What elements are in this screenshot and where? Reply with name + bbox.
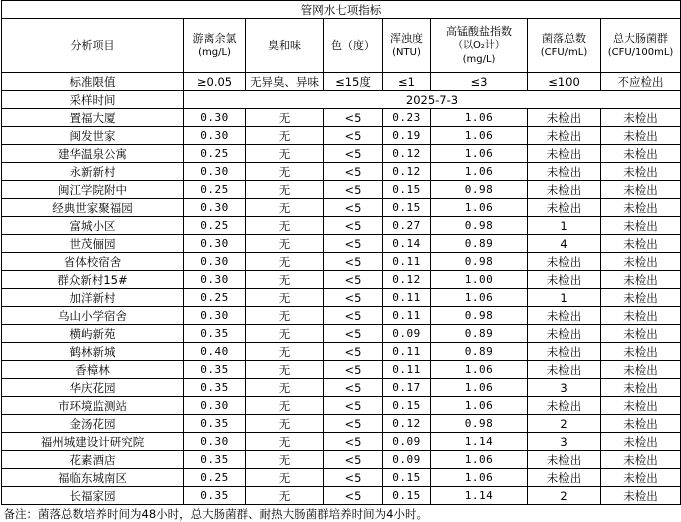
odor-cell: 无 <box>246 235 324 253</box>
chlorine-cell: 0.30 <box>184 235 246 253</box>
coliform-cell: 未检出 <box>601 487 681 505</box>
table-row <box>2 109 681 127</box>
site-name-cell: 乌山小学宿舍 <box>2 307 184 325</box>
site-name-cell: 福临东城南区 <box>2 469 184 487</box>
odor-cell: 无 <box>246 199 324 217</box>
color-cell: <5 <box>324 145 383 163</box>
permanganate-cell: 1.06 <box>431 109 528 127</box>
header-turbidity-line1: 浑浊度 <box>385 32 428 46</box>
turbidity-cell: 0.09 <box>383 433 431 451</box>
coliform-cell: 未检出 <box>601 163 681 181</box>
bacteria-cell: 未检出 <box>528 397 601 415</box>
turbidity-cell: 0.11 <box>383 253 431 271</box>
odor-cell: 无 <box>246 325 324 343</box>
coliform-cell: 未检出 <box>601 127 681 145</box>
permanganate-cell: 1.06 <box>431 199 528 217</box>
bacteria-cell: 2 <box>528 415 601 433</box>
header-chlorine <box>184 19 246 73</box>
bacteria-cell: 未检出 <box>528 109 601 127</box>
bacteria-cell: 3 <box>528 379 601 397</box>
odor-cell: 无 <box>246 415 324 433</box>
bacteria-cell: 未检出 <box>528 163 601 181</box>
table-row <box>2 271 681 289</box>
header-row <box>2 19 681 73</box>
permanganate-cell: 0.98 <box>431 415 528 433</box>
table-row <box>2 145 681 163</box>
coliform-cell: 未检出 <box>601 253 681 271</box>
sampling-label: 采样时间 <box>2 91 184 109</box>
header-coliform-line1: 总大肠菌群 <box>603 32 678 46</box>
turbidity-cell: 0.15 <box>383 199 431 217</box>
permanganate-cell: 1.00 <box>431 271 528 289</box>
turbidity-cell: 0.09 <box>383 451 431 469</box>
table-row <box>2 235 681 253</box>
water-quality-table <box>1 0 681 522</box>
table-row <box>2 397 681 415</box>
header-turbidity <box>383 19 431 73</box>
coliform-cell: 未检出 <box>601 433 681 451</box>
coliform-cell: 未检出 <box>601 397 681 415</box>
bacteria-cell: 1 <box>528 217 601 235</box>
turbidity-cell: 0.09 <box>383 325 431 343</box>
permanganate-cell: 1.14 <box>431 487 528 505</box>
color-cell: <5 <box>324 289 383 307</box>
site-name-cell: 省体校宿舍 <box>2 253 184 271</box>
table-row <box>2 181 681 199</box>
header-bacteria-line1: 菌落总数 <box>530 32 598 46</box>
table-row <box>2 433 681 451</box>
bacteria-cell: 未检出 <box>528 361 601 379</box>
bacteria-cell: 未检出 <box>528 181 601 199</box>
chlorine-cell: 0.30 <box>184 109 246 127</box>
table-row <box>2 469 681 487</box>
odor-cell: 无 <box>246 145 324 163</box>
chlorine-cell: 0.25 <box>184 181 246 199</box>
table-row <box>2 307 681 325</box>
chlorine-cell: 0.35 <box>184 361 246 379</box>
coliform-cell: 未检出 <box>601 181 681 199</box>
color-cell: <5 <box>324 253 383 271</box>
bacteria-cell: 未检出 <box>528 343 601 361</box>
note-row <box>2 505 681 522</box>
bacteria-cell: 1 <box>528 289 601 307</box>
permanganate-cell: 0.98 <box>431 217 528 235</box>
color-cell: <5 <box>324 415 383 433</box>
table-row <box>2 343 681 361</box>
turbidity-cell: 0.12 <box>383 271 431 289</box>
bacteria-cell: 未检出 <box>528 325 601 343</box>
permanganate-cell: 0.89 <box>431 325 528 343</box>
table-row <box>2 127 681 145</box>
chlorine-cell: 0.30 <box>184 397 246 415</box>
site-name-cell: 世茂俪园 <box>2 235 184 253</box>
coliform-cell: 未检出 <box>601 289 681 307</box>
coliform-cell: 未检出 <box>601 325 681 343</box>
turbidity-cell: 0.12 <box>383 415 431 433</box>
color-cell: <5 <box>324 469 383 487</box>
table-title: 管网水七项指标 <box>2 1 681 19</box>
permanganate-cell: 0.98 <box>431 307 528 325</box>
site-name-cell: 金汤花园 <box>2 415 184 433</box>
color-cell: <5 <box>324 433 383 451</box>
header-bacteria <box>528 19 601 73</box>
site-name-cell: 横屿新苑 <box>2 325 184 343</box>
limit-color: ≤15度 <box>324 73 383 91</box>
table-row <box>2 415 681 433</box>
site-name-cell: 鹤林新城 <box>2 343 184 361</box>
permanganate-cell: 0.98 <box>431 253 528 271</box>
odor-cell: 无 <box>246 397 324 415</box>
chlorine-cell: 0.35 <box>184 451 246 469</box>
turbidity-cell: 0.15 <box>383 469 431 487</box>
header-color: 色（度） <box>324 19 383 73</box>
chlorine-cell: 0.25 <box>184 469 246 487</box>
color-cell: <5 <box>324 235 383 253</box>
table-row <box>2 289 681 307</box>
site-name-cell: 建华温泉公寓 <box>2 145 184 163</box>
site-name-cell: 香樟林 <box>2 361 184 379</box>
turbidity-cell: 0.11 <box>383 289 431 307</box>
header-coliform-line2: (CFU/100mL) <box>603 46 678 60</box>
site-name-cell: 置福大厦 <box>2 109 184 127</box>
site-name-cell: 华庆花园 <box>2 379 184 397</box>
coliform-cell: 未检出 <box>601 235 681 253</box>
sampling-date: 2025-7-3 <box>184 91 681 109</box>
permanganate-cell: 1.06 <box>431 451 528 469</box>
bacteria-cell: 未检出 <box>528 199 601 217</box>
turbidity-cell: 0.27 <box>383 217 431 235</box>
turbidity-cell: 0.15 <box>383 181 431 199</box>
odor-cell: 无 <box>246 343 324 361</box>
turbidity-cell: 0.12 <box>383 163 431 181</box>
odor-cell: 无 <box>246 307 324 325</box>
permanganate-cell: 0.89 <box>431 343 528 361</box>
turbidity-cell: 0.12 <box>383 145 431 163</box>
color-cell: <5 <box>324 487 383 505</box>
table-row <box>2 217 681 235</box>
header-turbidity-line2: (NTU) <box>385 46 428 60</box>
odor-cell: 无 <box>246 127 324 145</box>
site-name-cell: 花素酒店 <box>2 451 184 469</box>
chlorine-cell: 0.25 <box>184 217 246 235</box>
header-chlorine-line2: (mg/L) <box>186 46 243 60</box>
header-permanganate <box>431 19 528 73</box>
turbidity-cell: 0.11 <box>383 361 431 379</box>
turbidity-cell: 0.15 <box>383 487 431 505</box>
odor-cell: 无 <box>246 217 324 235</box>
color-cell: <5 <box>324 361 383 379</box>
turbidity-cell: 0.15 <box>383 397 431 415</box>
chlorine-cell: 0.35 <box>184 487 246 505</box>
turbidity-cell: 0.14 <box>383 235 431 253</box>
color-cell: <5 <box>324 217 383 235</box>
header-coliform <box>601 19 681 73</box>
coliform-cell: 未检出 <box>601 145 681 163</box>
odor-cell: 无 <box>246 487 324 505</box>
site-name-cell: 市环境监测站 <box>2 397 184 415</box>
bacteria-cell: 未检出 <box>528 271 601 289</box>
coliform-cell: 未检出 <box>601 361 681 379</box>
color-cell: <5 <box>324 109 383 127</box>
coliform-cell: 未检出 <box>601 379 681 397</box>
odor-cell: 无 <box>246 289 324 307</box>
chlorine-cell: 0.35 <box>184 325 246 343</box>
header-bacteria-line2: (CFU/mL) <box>530 46 598 60</box>
bacteria-cell: 未检出 <box>528 307 601 325</box>
color-cell: <5 <box>324 451 383 469</box>
limit-permanganate: ≤3 <box>431 73 528 91</box>
bacteria-cell: 未检出 <box>528 469 601 487</box>
permanganate-cell: 0.89 <box>431 235 528 253</box>
coliform-cell: 未检出 <box>601 271 681 289</box>
bacteria-cell: 3 <box>528 433 601 451</box>
limits-label: 标准限值 <box>2 73 184 91</box>
coliform-cell: 未检出 <box>601 199 681 217</box>
table-note: 备注：菌落总数培养时间为48小时，总大肠菌群、耐热大肠菌群培养时间为4小时。 <box>2 505 681 522</box>
table-row <box>2 253 681 271</box>
odor-cell: 无 <box>246 379 324 397</box>
chlorine-cell: 0.35 <box>184 379 246 397</box>
header-permanganate-line2: （以O₂计） <box>433 39 525 53</box>
coliform-cell: 未检出 <box>601 451 681 469</box>
limit-coliform: 不应检出 <box>601 73 681 91</box>
color-cell: <5 <box>324 307 383 325</box>
chlorine-cell: 0.30 <box>184 199 246 217</box>
site-name-cell: 永新新村 <box>2 163 184 181</box>
limit-chlorine: ≥0.05 <box>184 73 246 91</box>
turbidity-cell: 0.11 <box>383 307 431 325</box>
permanganate-cell: 1.06 <box>431 289 528 307</box>
table-row <box>2 199 681 217</box>
color-cell: <5 <box>324 127 383 145</box>
permanganate-cell: 1.06 <box>431 145 528 163</box>
table-row <box>2 163 681 181</box>
permanganate-cell: 1.06 <box>431 397 528 415</box>
turbidity-cell: 0.11 <box>383 343 431 361</box>
color-cell: <5 <box>324 271 383 289</box>
color-cell: <5 <box>324 325 383 343</box>
chlorine-cell: 0.30 <box>184 307 246 325</box>
permanganate-cell: 1.06 <box>431 127 528 145</box>
header-permanganate-line3: (mg/L) <box>433 53 525 67</box>
odor-cell: 无 <box>246 451 324 469</box>
sampling-row <box>2 91 681 109</box>
permanganate-cell: 1.06 <box>431 361 528 379</box>
site-name-cell: 群众新村15# <box>2 271 184 289</box>
site-name-cell: 加洋新村 <box>2 289 184 307</box>
color-cell: <5 <box>324 199 383 217</box>
chlorine-cell: 0.25 <box>184 145 246 163</box>
chlorine-cell: 0.30 <box>184 163 246 181</box>
site-name-cell: 富城小区 <box>2 217 184 235</box>
permanganate-cell: 1.06 <box>431 469 528 487</box>
turbidity-cell: 0.23 <box>383 109 431 127</box>
data-rows <box>2 109 681 505</box>
header-chlorine-line1: 游离余氯 <box>186 32 243 46</box>
table-title-row <box>2 1 681 19</box>
table-row <box>2 361 681 379</box>
coliform-cell: 未检出 <box>601 343 681 361</box>
chlorine-cell: 0.30 <box>184 253 246 271</box>
site-name-cell: 闽江学院附中 <box>2 181 184 199</box>
bacteria-cell: 未检出 <box>528 451 601 469</box>
limits-row <box>2 73 681 91</box>
site-name-cell: 长福家园 <box>2 487 184 505</box>
chlorine-cell: 0.30 <box>184 127 246 145</box>
odor-cell: 无 <box>246 433 324 451</box>
bacteria-cell: 2 <box>528 487 601 505</box>
bacteria-cell: 未检出 <box>528 253 601 271</box>
chlorine-cell: 0.40 <box>184 343 246 361</box>
color-cell: <5 <box>324 397 383 415</box>
header-item: 分析项目 <box>2 19 184 73</box>
bacteria-cell: 未检出 <box>528 145 601 163</box>
coliform-cell: 未检出 <box>601 307 681 325</box>
permanganate-cell: 1.14 <box>431 433 528 451</box>
permanganate-cell: 1.06 <box>431 379 528 397</box>
coliform-cell: 未检出 <box>601 415 681 433</box>
odor-cell: 无 <box>246 163 324 181</box>
table-row <box>2 379 681 397</box>
odor-cell: 无 <box>246 361 324 379</box>
limit-turbidity: ≤1 <box>383 73 431 91</box>
chlorine-cell: 0.30 <box>184 271 246 289</box>
color-cell: <5 <box>324 181 383 199</box>
permanganate-cell: 0.98 <box>431 181 528 199</box>
header-odor: 臭和味 <box>246 19 324 73</box>
site-name-cell: 福州城建设计研究院 <box>2 433 184 451</box>
color-cell: <5 <box>324 343 383 361</box>
chlorine-cell: 0.25 <box>184 289 246 307</box>
header-permanganate-line1: 高锰酸盐指数 <box>433 25 525 39</box>
chlorine-cell: 0.30 <box>184 433 246 451</box>
odor-cell: 无 <box>246 181 324 199</box>
table-row <box>2 325 681 343</box>
site-name-cell: 闽发世家 <box>2 127 184 145</box>
coliform-cell: 未检出 <box>601 109 681 127</box>
table-row <box>2 487 681 505</box>
odor-cell: 无 <box>246 469 324 487</box>
odor-cell: 无 <box>246 253 324 271</box>
table-row <box>2 451 681 469</box>
odor-cell: 无 <box>246 271 324 289</box>
color-cell: <5 <box>324 163 383 181</box>
permanganate-cell: 1.06 <box>431 163 528 181</box>
site-name-cell: 经典世家聚福园 <box>2 199 184 217</box>
coliform-cell: 未检出 <box>601 217 681 235</box>
turbidity-cell: 0.19 <box>383 127 431 145</box>
turbidity-cell: 0.17 <box>383 379 431 397</box>
limit-bacteria: ≤100 <box>528 73 601 91</box>
coliform-cell: 未检出 <box>601 469 681 487</box>
color-cell: <5 <box>324 379 383 397</box>
bacteria-cell: 4 <box>528 235 601 253</box>
bacteria-cell: 未检出 <box>528 127 601 145</box>
odor-cell: 无 <box>246 109 324 127</box>
limit-odor: 无异臭、异味 <box>246 73 324 91</box>
chlorine-cell: 0.35 <box>184 415 246 433</box>
